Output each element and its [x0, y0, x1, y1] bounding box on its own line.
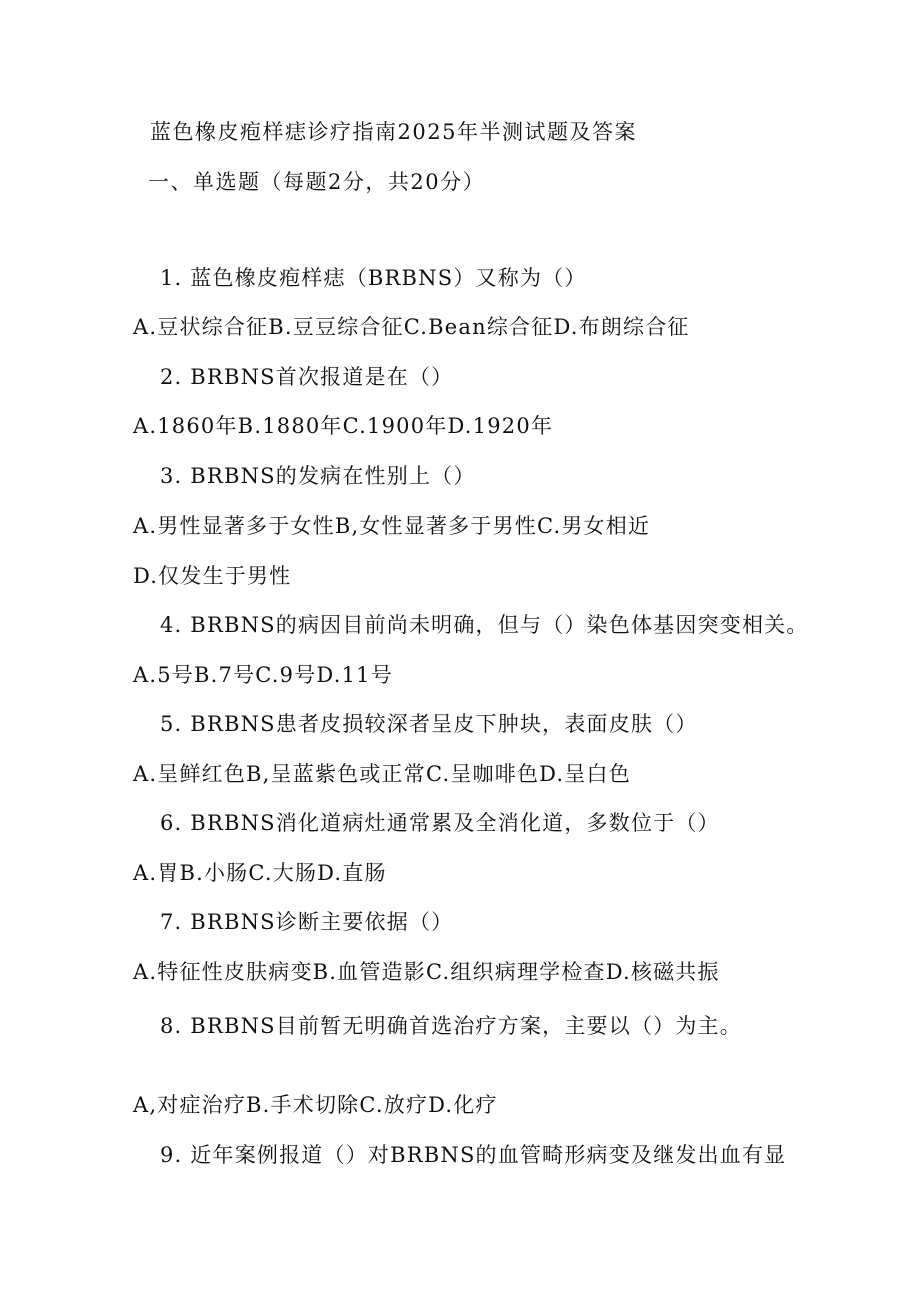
- question-8-options: A,对症治疗B.手术切除C.放疗D.化疗: [133, 1093, 498, 1117]
- question-6-options: A.胃B.小肠C.大肠D.直肠: [133, 861, 387, 885]
- question-2-options: A.1860年B.1880年C.1900年D.1920年: [133, 414, 554, 438]
- question-1: 1. 蓝色橡皮疱样痣（BRBNS）又称为（）: [160, 266, 587, 290]
- question-4-options: A.5号B.7号C.9号D.11号: [133, 663, 393, 687]
- question-5: 5. BRBNS患者皮损较深者呈皮下肿块，表面皮肤（）: [160, 712, 698, 736]
- question-6: 6. BRBNS消化道病灶通常累及全消化道，多数位于（）: [160, 811, 720, 835]
- question-3: 3. BRBNS的发病在性别上（）: [160, 464, 476, 488]
- section-heading: 一、单选题（每题2分，共20分）: [148, 170, 486, 194]
- question-7-options: A.特征性皮肤病变B.血管造影C.组织病理学检查D.核磁共振: [133, 960, 720, 984]
- question-3-options-cont: D.仅发生于男性: [133, 564, 292, 588]
- question-4: 4. BRBNS的病因目前尚未明确，但与（）染色体基因突变相关。: [160, 613, 809, 637]
- question-2: 2. BRBNS首次报道是在（）: [160, 365, 454, 389]
- question-5-options: A.呈鲜红色B,呈蓝紫色或正常C.呈咖啡色D.呈白色: [133, 762, 631, 786]
- question-3-options: A.男性显著多于女性B,女性显著多于男性C.男女相近: [133, 514, 651, 538]
- question-1-options: A.豆状综合征B.豆豆综合征C.Bean综合征D.布朗综合征: [133, 315, 690, 339]
- question-9: 9. 近年案例报道（）对BRBNS的血管畸形病变及继发出血有显: [160, 1143, 787, 1167]
- question-8: 8. BRBNS目前暂无明确首选治疗方案，主要以（）为主。: [160, 1014, 742, 1038]
- document-title: 蓝色橡皮疱样痣诊疗指南2025年半测试题及答案: [150, 120, 637, 144]
- question-7: 7. BRBNS诊断主要依据（）: [160, 910, 454, 934]
